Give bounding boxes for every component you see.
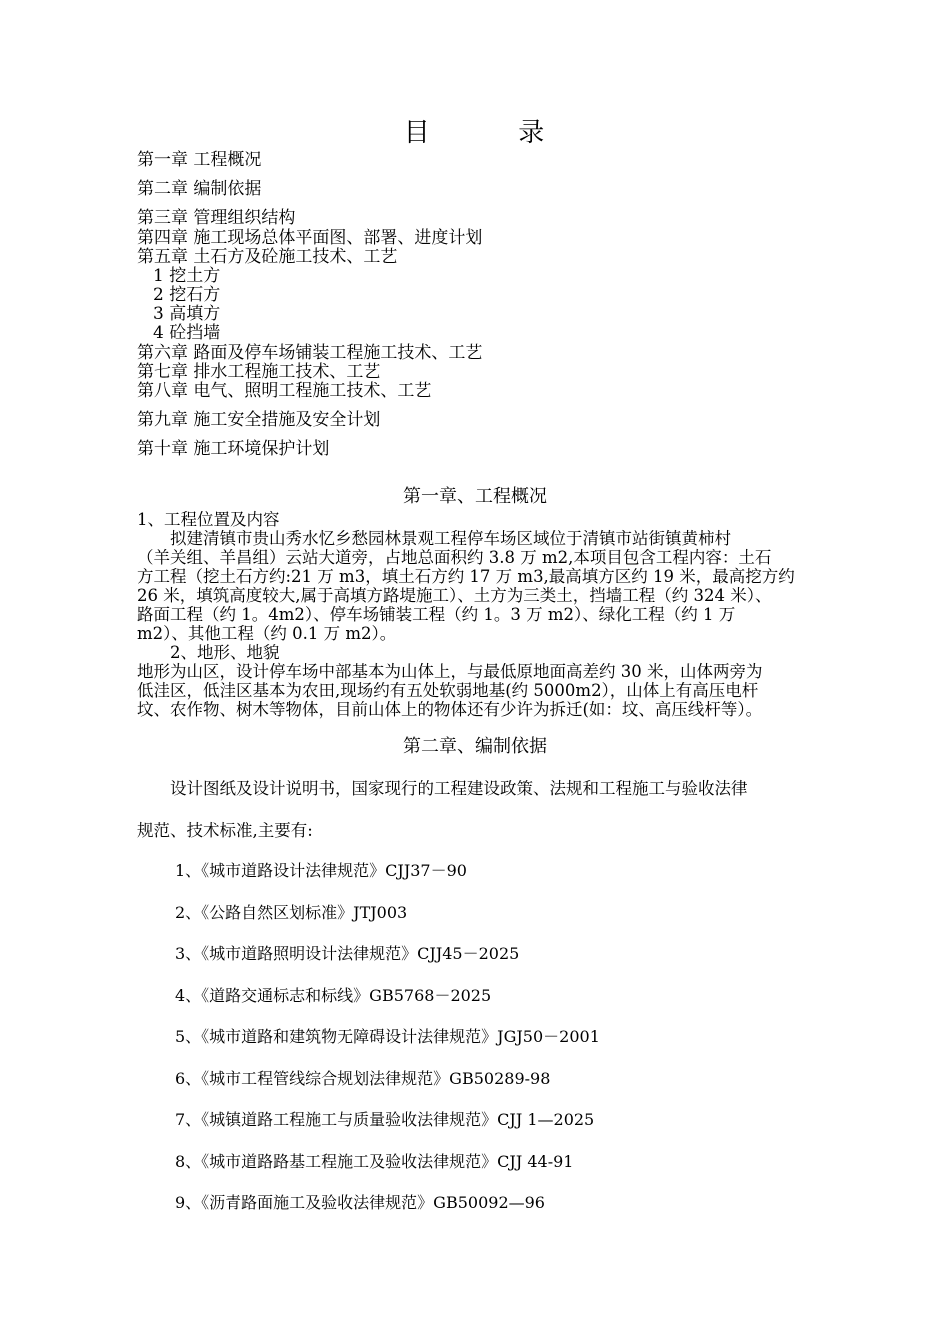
section2-line: 地形为山区，设计停车场中部基本为山体上，与最低原地面高差约 30 米，山体两旁为 <box>137 662 763 681</box>
chapter2-heading: 第二章、编制依据 <box>403 736 547 757</box>
section1-line: 拟建清镇市贵山秀水忆乡愁园林景观工程停车场区域位于清镇市站街镇黄柿村 <box>137 529 731 548</box>
toc-subitem-4: 4 砼挡墙 <box>153 323 221 343</box>
reference-item: 3、《城市道路照明设计法律规范》CJJ45－2025 <box>175 944 520 963</box>
toc-item-ch4: 第四章 施工现场总体平面图、部署、进度计划 <box>137 228 483 248</box>
toc-subitem-3: 3 高填方 <box>153 304 221 324</box>
toc-item-ch10: 第十章 施工环境保护计划 <box>137 439 330 459</box>
chapter1-heading: 第一章、工程概况 <box>403 486 547 507</box>
section2-title: 2、地形、地貌 <box>137 643 280 662</box>
chapter2-intro-line2: 规范、技术标准,主要有: <box>137 821 313 840</box>
toc-item-ch6: 第六章 路面及停车场铺装工程施工技术、工艺 <box>137 343 483 363</box>
section1-line: 26 米，填筑高度较大,属于高填方路堤施工）、土方为三类土，挡墙工程（约 324 米）、 <box>137 586 772 605</box>
section2-line: 坟、农作物、树木等物体，目前山体上的物体还有少许为拆迁(如：坟、高压线杆等）。 <box>137 700 763 719</box>
toc-title-left: 目 <box>403 118 432 148</box>
toc-item-ch1: 第一章 工程概况 <box>137 150 262 170</box>
toc-subitem-1: 1 挖土方 <box>153 266 221 286</box>
section2-line: 低洼区，低洼区基本为农田,现场约有五处软弱地基(约 5000m2），山体上有高压电杆 <box>137 681 759 700</box>
reference-item: 7、《城镇道路工程施工与质量验收法律规范》CJJ 1—2025 <box>175 1110 595 1129</box>
reference-item: 9、《沥青路面施工及验收法律规范》GB50092—96 <box>175 1193 545 1212</box>
reference-item: 1、《城市道路设计法律规范》CJJ37－90 <box>175 861 467 880</box>
toc-item-ch8: 第八章 电气、照明工程施工技术、工艺 <box>137 381 432 401</box>
chapter2-intro-line1: 设计图纸及设计说明书，国家现行的工程建设政策、法规和工程施工与验收法律 <box>137 779 748 798</box>
reference-item: 2、《公路自然区划标准》JTJ003 <box>175 903 408 922</box>
reference-item: 4、《道路交通标志和标线》GB5768－2025 <box>175 986 492 1005</box>
chapter1-section1 <box>137 510 867 719</box>
toc-item-ch9: 第九章 施工安全措施及安全计划 <box>137 410 381 430</box>
toc-title <box>0 112 950 149</box>
reference-item: 8、《城市道路路基工程施工及验收法律规范》CJJ 44-91 <box>175 1152 574 1171</box>
toc-item-ch2: 第二章 编制依据 <box>137 179 262 199</box>
section1-line: （羊关组、羊昌组）云站大道旁，占地总面积约 3.8 万 m2,本项目包含工程内容：土石 <box>137 548 772 567</box>
toc-title-right: 录 <box>518 118 547 148</box>
section1-line: 方工程（挖土石方约:21 万 m3，填土石方约 17 万 m3,最高填方区约 19 米，最高挖方约 <box>137 567 795 586</box>
reference-item: 6、《城市工程管线综合规划法律规范》GB50289-98 <box>175 1069 551 1088</box>
toc-item-ch7: 第七章 排水工程施工技术、工艺 <box>137 362 381 382</box>
toc-subitem-2: 2 挖石方 <box>153 285 221 305</box>
toc-item-ch3: 第三章 管理组织结构 <box>137 208 296 228</box>
section1-title: 1、工程位置及内容 <box>137 510 280 529</box>
section1-line: 路面工程（约 1。4m2）、停车场铺装工程（约 1。3 万 m2）、绿化工程（约 1 万 <box>137 605 736 624</box>
reference-item: 5、《城市道路和建筑物无障碍设计法律规范》JGJ50－2001 <box>175 1027 600 1046</box>
toc-item-ch5: 第五章 土石方及砼施工技术、工艺 <box>137 247 398 267</box>
section1-line: m2）、其他工程（约 0.1 万 m2）。 <box>137 624 397 643</box>
